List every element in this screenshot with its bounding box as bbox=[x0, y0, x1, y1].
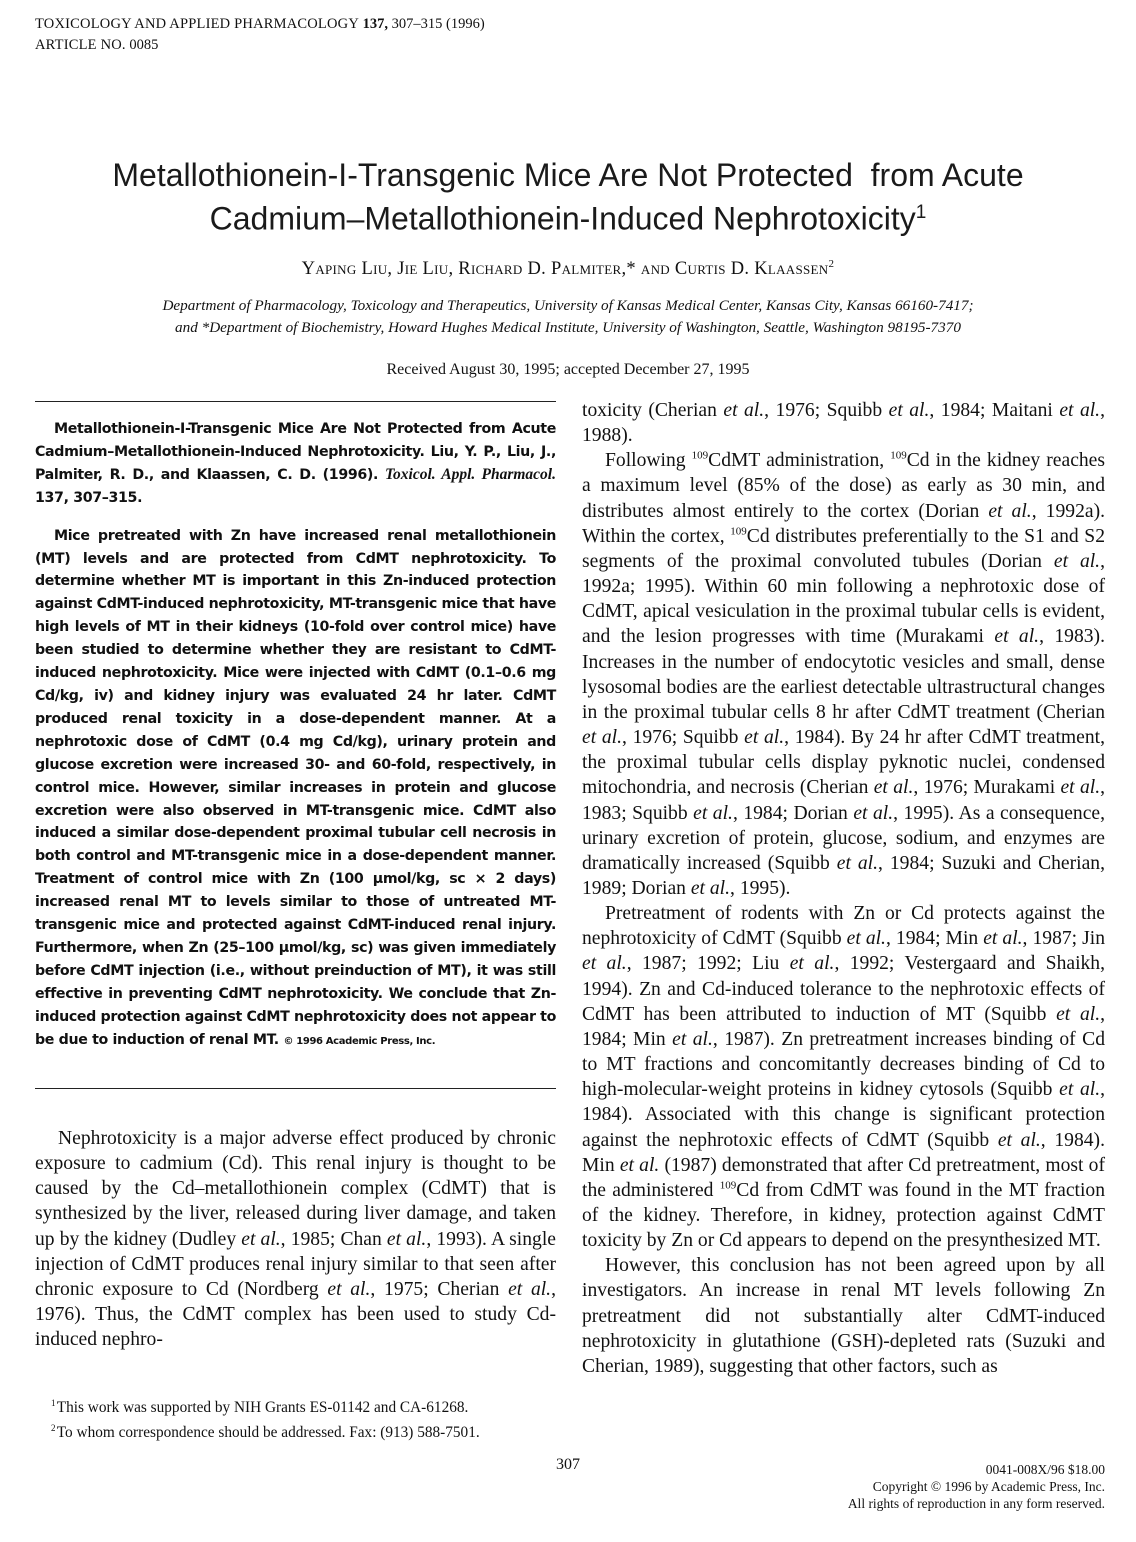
journal-name: TOXICOLOGY AND APPLIED PHARMACOLOGY bbox=[35, 16, 360, 32]
intro-left-text: Nephrotoxicity is a major adverse effect produced by chronic exposure to cadmium (Cd). This renal injury is thought to be caused by the Cd–metallothionein complex (CdMT) that is synthesized by the liver, released during liver damage, and taken up by the kidney (Dudley et al., 1985; Chan et al., 1993). A single injection of CdMT produces renal injury similar to that seen after chronic exposure to Cd (Nordberg et al., 1975; Cherian et al., 1976). Thus, the CdMT complex has been used to study Cd-induced nephro- bbox=[35, 1128, 556, 1351]
title-line-1: Metallothionein-I-Transgenic Mice Are Not Protected from Acute bbox=[112, 157, 1024, 193]
author-list bbox=[0, 258, 1136, 280]
citation-volume: 137, 307–315. bbox=[35, 489, 143, 506]
right-paragraph-3: Pretreatment of rodents with Zn or Cd protects against the nephrotoxicity of CdMT (Squibb et al., 1984; Min et al., 1987; Jin et al., 1987; 1992; Liu et al., 1992; Vestergaard and Shaikh, 1994). Zn and Cd-induced tolerance to the nephrotoxic effects of CdMT has been attributed to induction of MT (Squibb et al., 1984; Min et al., 1987). Zn pretreatment increases binding of Cd to MT fractions and concomitantly decreases binding of Cd to high-molecular-weight proteins in kidney cytosols (Squibb et al., 1984). Associated with this change is significant protection against the nephrotoxic effects of CdMT (Squibb et al., 1984). Min et al. (1987) demonstrated that after Cd pretreatment, most of the administered $^{109}$Cd from CdMT was found in the MT fraction of the kidney. Therefore, in kidney, protection against CdMT toxicity by Zn or Cd appears to depend on the presynthesized MT. bbox=[582, 903, 1106, 1252]
authors-footnote-mark: 2 bbox=[828, 258, 835, 270]
article-label: ARTICLE NO. bbox=[35, 37, 126, 53]
affiliation bbox=[40, 295, 1096, 339]
journal-volume: 137, bbox=[362, 16, 389, 32]
footnote-2-mark: 2 bbox=[51, 1423, 56, 1434]
copyright-line: Copyright © 1996 by Academic Press, Inc. bbox=[872, 1479, 1105, 1494]
citation-journal: Toxicol. Appl. Pharmacol. bbox=[384, 465, 556, 483]
affiliation-line-1: Department of Pharmacology, Toxicology and Therapeutics, University of Kansas Medical Center, Kansas City, Kansas 66160-7417; bbox=[162, 297, 974, 314]
article-number-line bbox=[35, 35, 485, 56]
copyright-block bbox=[848, 1461, 1105, 1512]
intro-paragraph bbox=[35, 1126, 556, 1352]
title-line-2-text: Cadmium–Metallothionein-Induced Nephrotoxicity bbox=[209, 200, 916, 237]
citation-authors: Liu, Y. P., Liu, J., Palmiter, R. D., and Klaassen, C. D. (1996). bbox=[35, 443, 556, 483]
abstract-body bbox=[35, 525, 556, 1054]
title-footnote-mark: 1 bbox=[915, 202, 927, 223]
affiliation-line-2: and *Department of Biochemistry, Howard Hughes Medical Institute, University of Washington, Seattle, Washington 98195-7370 bbox=[175, 319, 961, 336]
abstract-copyright: © 1996 Academic Press, Inc. bbox=[283, 1035, 436, 1047]
abstract-top-rule bbox=[35, 401, 556, 402]
abstract bbox=[35, 418, 556, 1053]
issn-price: 0041-008X/96 $18.00 bbox=[985, 1462, 1105, 1477]
journal-citation-line bbox=[35, 14, 485, 35]
right-paragraph-2: Following $^{109}$CdMT administration, $^{109}$Cd in the kidney reaches a maximum level (85% of the dose) as early as 30 min, and distributes almost entirely to the cortex (Dorian et al., 1992a). Within the cortex, $^{109}$Cd distributes preferentially to the S1 and S2 segments of the proximal convoluted tubules (Dorian et al., 1992a; 1995). Within 60 min following a nephrotoxic dose of CdMT, apical vesiculation in the proximal tubular cells is evident, and the lesion progresses with time (Murakami et al., 1983). Increases in the number of endocytotic vesicles and small, dense lysosomal bodies are the earliest detectable ultrastructural changes in the proximal tubular cells 8 hr after CdMT treatment (Cherian et al., 1976; Squibb et al., 1984). By 24 hr after CdMT treatment, the proximal tubular cells display pyknotic nuclei, condensed mitochondria, and necrosis (Cherian et al., 1976; Murakami et al., 1983; Squibb et al., 1984; Dorian et al., 1995). As a consequence, urinary excretion of protein, glucose, sodium, and enzymes are dramatically increased (Squibb et al., 1984; Suzuki and Cherian, 1989; Dorian et al., 1995). bbox=[582, 449, 1106, 899]
article-number: 0085 bbox=[129, 37, 159, 53]
citation-title: Metallothionein-I-Transgenic Mice Are Not Protected from Acute Cadmium–Metallothionein-Induced Nephrotoxicity. bbox=[35, 421, 556, 460]
received-dates: Received August 30, 1995; accepted December 27, 1995 bbox=[386, 361, 750, 378]
right-column bbox=[582, 398, 1105, 1379]
intro-left-column bbox=[35, 1126, 556, 1352]
right-paragraph-4: However, this conclusion has not been agreed upon by all investigators. An increase in renal MT levels following Zn pretreatment did not substantially alter CdMT-induced nephrotoxicity in glutathione (GSH)-depleted rats (Suzuki and Cherian, 1989), suggesting that other factors, such as bbox=[582, 1255, 1105, 1377]
rights-line: All rights of reproduction in any form reserved. bbox=[847, 1496, 1105, 1511]
article-title bbox=[0, 156, 1136, 238]
authors-text: Yaping Liu, Jie Liu, Richard D. Palmiter,* and Curtis D. Klaassen bbox=[301, 259, 829, 280]
title-line-2 bbox=[0, 194, 1136, 238]
abstract-bottom-rule bbox=[35, 1088, 556, 1089]
page-number: 307 bbox=[556, 1456, 580, 1473]
footnote-2-text: To whom correspondence should be addressed. Fax: (913) 588-7501. bbox=[56, 1424, 480, 1442]
footnote-1-text: This work was supported by NIH Grants ES-01142 and CA-61268. bbox=[56, 1399, 469, 1417]
abstract-citation bbox=[35, 418, 556, 510]
footnote-1 bbox=[35, 1393, 556, 1418]
footnote-1-mark: 1 bbox=[51, 1398, 56, 1408]
footnotes bbox=[35, 1393, 556, 1443]
journal-pages-year: 307–315 (1996) bbox=[391, 16, 485, 32]
right-paragraph-1: toxicity (Cherian et al., 1976; Squibb et al., 1984; Maitani et al., 1988). bbox=[582, 400, 1105, 447]
footnote-2 bbox=[35, 1418, 556, 1443]
abstract-body-text: Mice pretreated with Zn have increased renal metallothionein (MT) levels and are protected from CdMT nephrotoxicity. To determine whether MT is important in this Zn-induced protection against CdMT-induced nephrotoxicity, MT-transgenic mice that have high levels of MT in their kidneys (10-fold over control mice) have been studied to determine whether they are resistant to CdMT-induced nephrotoxicity. Mice were injected with CdMT (0.1–0.6 mg Cd/kg, iv) and kidney injury was evaluated 24 hr later. CdMT produced renal toxicity in a dose-dependent manner. At a nephrotoxic dose of CdMT (0.4 mg Cd/kg), urinary protein and glucose excretion were increased 30- and 60-fold, respectively, in control mice. However, similar increases in protein and glucose excretion were also observed in MT-transgenic mice. CdMT also induced a similar dose-dependent proximal tubular cell necrosis in both control and MT-transgenic mice in a dose-dependent manner. Treatment of control mice with Zn (100 μmol/kg, sc × 2 days) increased renal MT to levels similar to those of untreated MT-transgenic mice and protected against CdMT-induced renal injury. Furthermore, when Zn (25–100 μmol/kg, sc) was given immediately before CdMT injection (i.e., without preinduction of MT), it was still effective in preventing CdMT nephrotoxicity. We conclude that Zn-induced protection against CdMT nephrotoxicity does not appear to be due to induction of renal MT. bbox=[35, 527, 557, 1048]
journal-header bbox=[35, 14, 485, 56]
